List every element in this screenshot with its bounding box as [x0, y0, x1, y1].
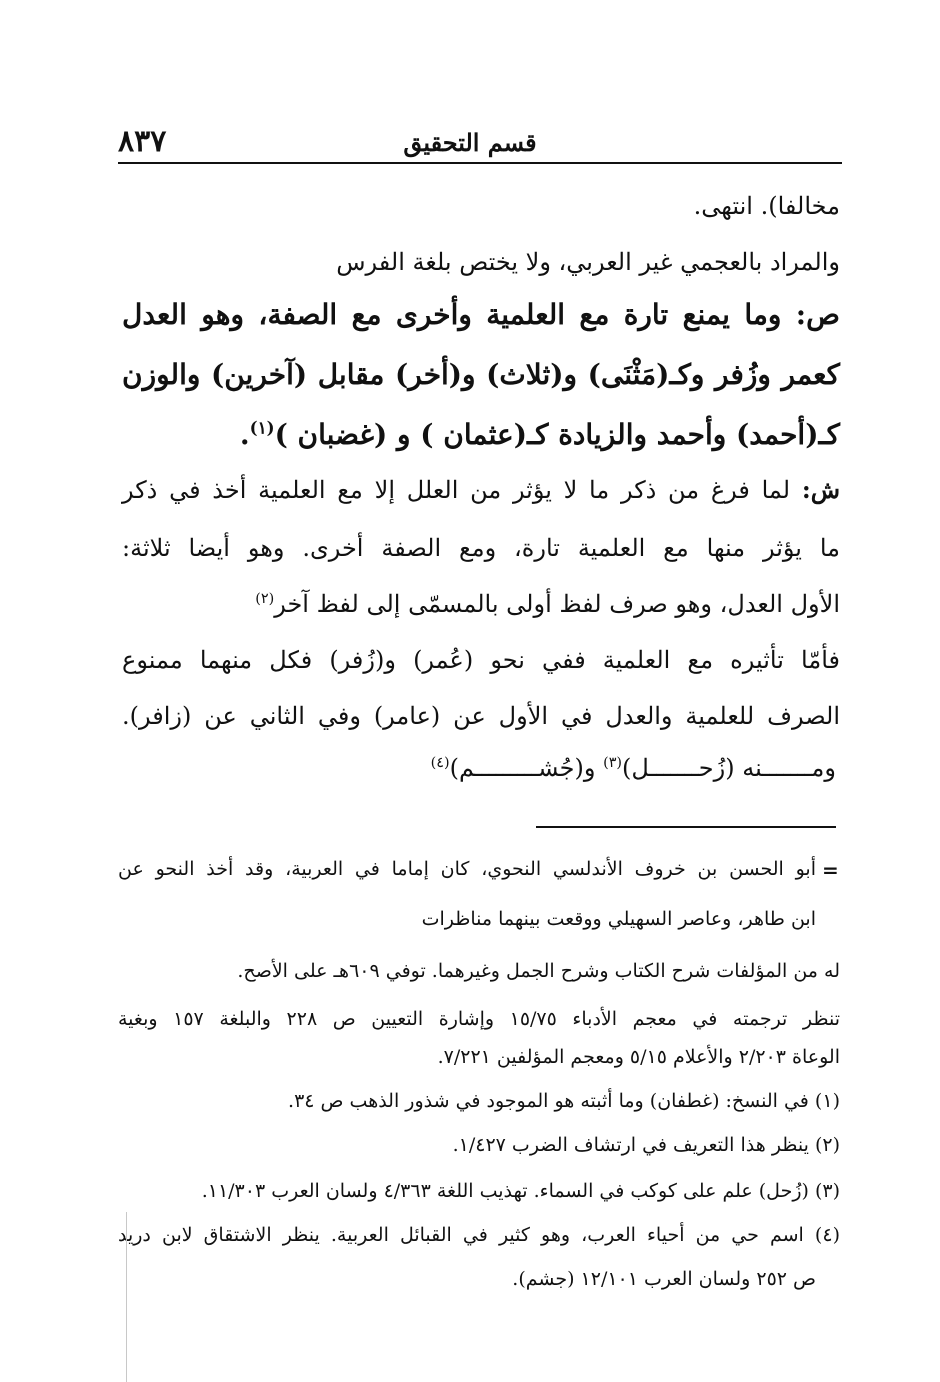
footnote-ref-2[interactable]: (٢) [255, 591, 275, 607]
bold-text-line-3-text: كـ(أحمد) وأحمد والزيادة كـ(عثمان ) و (غضبان ) [274, 418, 840, 451]
commentary-line-1 [122, 476, 840, 505]
footnote-3: (٣) (زُحل) علم على كوكب في السماء. تهذيب اللغة ٤/٣٦٣ ولسان العرب ١١/٣٠٣. [201, 1180, 840, 1202]
commentary-line-6-a: ومـــــــنه (زُحـــــــل) [622, 754, 836, 782]
bold-text-line-3 [240, 418, 840, 452]
commentary-line-3 [255, 590, 840, 619]
commentary-line-6 [431, 754, 836, 783]
scan-edge-line [126, 1212, 127, 1382]
continuation-mark: = [822, 858, 839, 882]
running-header-title: قسم التحقيق [403, 128, 537, 157]
commentary-line-6-b: و(جُشـــــــــم) [449, 754, 596, 782]
footnote-1: (١) في النسخ: (غطفان) وما أثبته هو الموجود في شذور الذهب ص ٣٤. [288, 1090, 840, 1112]
footnote-4-line-1: (٤) اسم حي من أحياء العرب، وهو كثير في القبائل العربية. ينظر الاشتقاق لابن دريد [118, 1224, 840, 1246]
commentary-line-2: ما يؤثر منها مع العلمية تارة، ومع الصفة أخرى. وهو أيضا ثلاثة: [122, 534, 840, 562]
footnote-2: (٢) ينظر هذا التعريف في ارتشاف الضرب ١/٤٢٧. [452, 1134, 840, 1156]
commentary-lead: ش: [801, 475, 840, 504]
body-line-2: والمراد بالعجمي غير العربي، ولا يختص بلغة الفرس [336, 248, 840, 276]
footnote-separator [536, 826, 836, 828]
commentary-line-4: فأمّا تأثيره مع العلمية ففي نحو (عُمر) و(زُفر) فكل منهما ممنوع [122, 646, 840, 674]
footnote-continuation-3: له من المؤلفات شرح الكتاب وشرح الجمل وغيرهما. توفي ٦٠٩هـ على الأصح. [237, 960, 840, 982]
footnote-ref-4[interactable]: (٤) [430, 755, 450, 771]
page-number: ٨٣٧ [118, 124, 167, 159]
footnote-continuation-2: ابن طاهر، وعاصر السهيلي ووقعت بينهما مناظرات [421, 908, 816, 930]
commentary-line-5: الصرف للعلمية والعدل في الأول عن (عامر) وفي الثاني عن (زافر). [122, 702, 840, 730]
footnote-continuation-1: أبو الحسن بن خروف الأندلسي النحوي، كان إماما في العربية، وقد أخذ النحو عن [118, 858, 816, 880]
bold-text-line-2: كعمر وزُفر وكـ(مَثْنَى) و(ثلاث) و(أخر) مقابل (آخرين) والوزن [122, 358, 840, 391]
footnote-4-line-2: ص ٢٥٢ ولسان العرب ١٢/١٠١ (جشم). [512, 1268, 816, 1290]
bold-text-line-1: ص: وما يمنع تارة مع العلمية وأخرى مع الصفة، وهو العدل [122, 298, 840, 331]
body-line-1: مخالفا). انتهى. [693, 192, 840, 220]
bold-text-line-3-end: . [239, 418, 250, 451]
footnote-ref-3[interactable]: (٣) [603, 755, 623, 771]
commentary-line-3-text: الأول العدل، وهو صرف لفظ أولى بالمسمّى إلى لفظ آخر [274, 590, 840, 618]
footnote-continuation-5: الوعاة ٢/٢٠٣ والأعلام ٥/١٥ ومعجم المؤلفين ٧/٢٢١. [437, 1046, 840, 1068]
footnote-ref-1[interactable]: (١) [249, 417, 275, 438]
footnote-continuation-4: تنظر ترجمته في معجم الأدباء ١٥/٧٥ وإشارة التعيين ص ٢٢٨ والبلغة ١٥٧ وبغية [118, 1008, 841, 1030]
commentary-line-1-text: لما فرغ من ذكر ما لا يؤثر من العلل إلا مع العلمية أخذ في ذكر [122, 476, 791, 504]
header-rule [118, 162, 842, 164]
